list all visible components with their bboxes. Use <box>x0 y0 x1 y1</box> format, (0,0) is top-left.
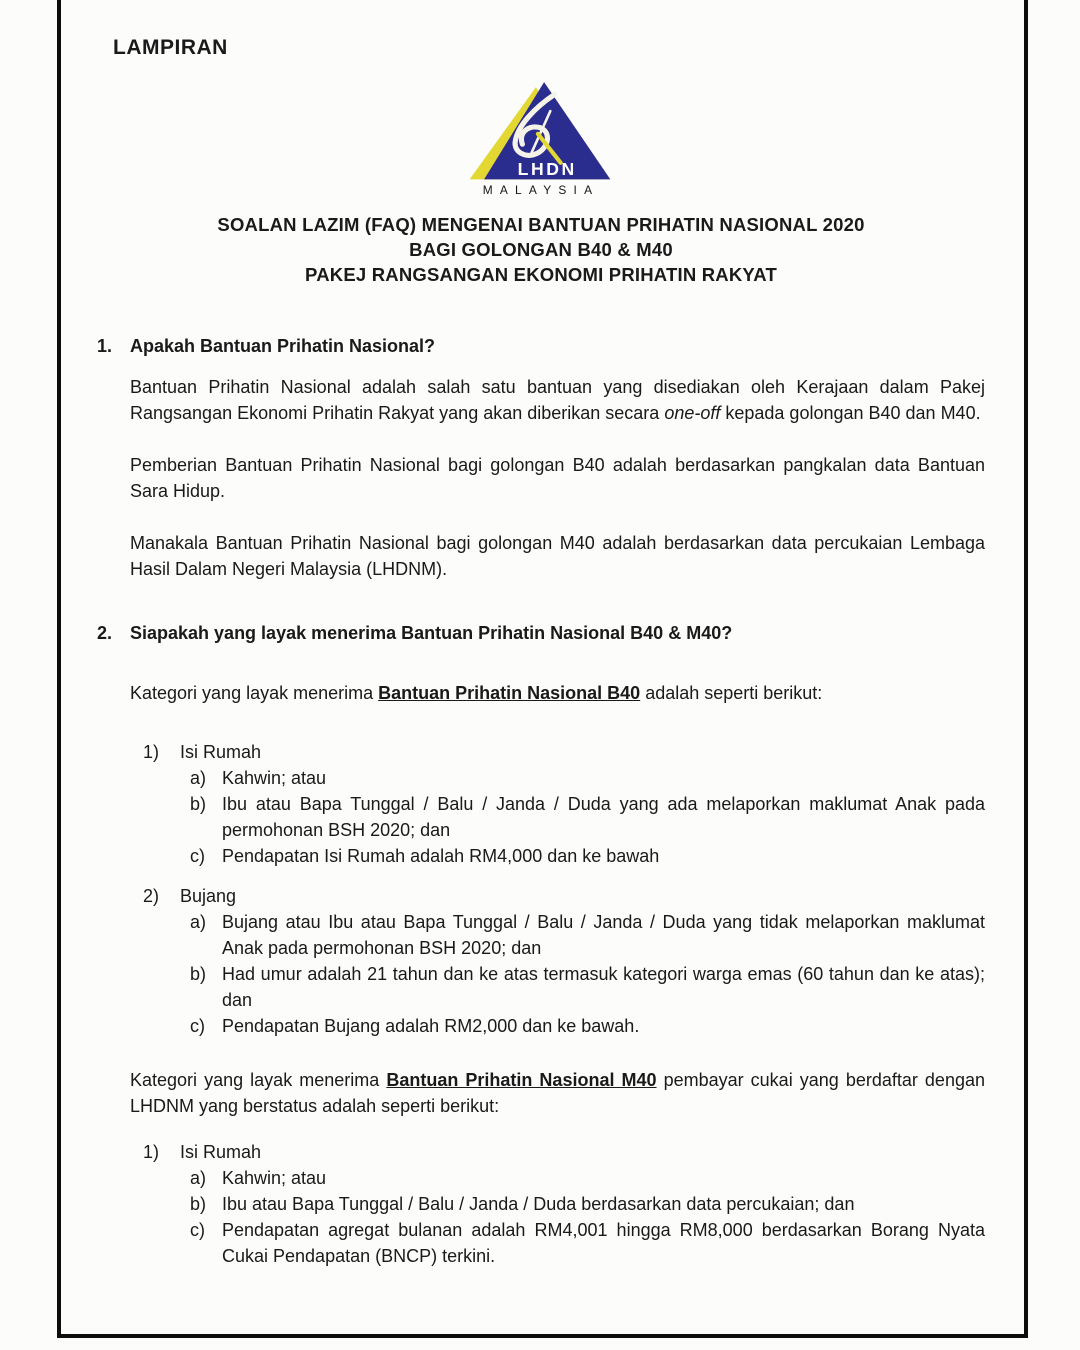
m40-intro-emphasis: Bantuan Prihatin Nasional M40 <box>386 1070 657 1090</box>
item-text: Pendapatan Bujang adalah RM2,000 dan ke bawah. <box>222 1016 640 1036</box>
b40-group-bujang <box>143 883 985 1039</box>
item-letter: c) <box>190 1016 205 1036</box>
answer-1-p1-tail: kepada golongan B40 dan M40. <box>720 403 981 423</box>
question-1-text: Apakah Bantuan Prihatin Nasional? <box>130 336 436 356</box>
group-number: 1) <box>143 1142 160 1162</box>
item-letter: b) <box>190 1194 207 1214</box>
list-item <box>190 961 985 1013</box>
logo-lhdn-text: LHDN <box>517 159 577 180</box>
item-text: Ibu atau Bapa Tunggal / Balu / Janda / Duda berdasarkan data percukaian; dan <box>222 1194 855 1214</box>
answer-1-paragraph-2: Pemberian Bantuan Prihatin Nasional bagi golongan B40 adalah berdasarkan pangkalan data Bantuan Sara Hidup. <box>130 455 985 501</box>
item-letter: c) <box>190 846 205 866</box>
logo-country-text: MALAYSIA <box>482 182 600 197</box>
answer-1-p1-italic-term: one-off <box>664 403 721 423</box>
item-text: Kahwin; atau <box>222 768 327 788</box>
group-items <box>190 909 985 1039</box>
item-letter: b) <box>190 964 207 984</box>
group-number: 2) <box>143 886 160 906</box>
group-items <box>190 1165 985 1269</box>
question-1-number: 1. <box>97 336 113 356</box>
list-item <box>190 909 985 961</box>
item-text: Pendapatan agregat bulanan adalah RM4,001 hingga RM8,000 berdasarkan Borang Nyata Cukai Pendapatan (BNCP) terkini. <box>222 1220 985 1266</box>
title-line-2: BAGI GOLONGAN B40 & M40 <box>409 239 673 260</box>
group-title: Isi Rumah <box>180 1142 262 1162</box>
b40-intro-lead: Kategori yang layak menerima <box>130 683 379 703</box>
group-heading <box>143 883 985 909</box>
list-item <box>190 791 985 843</box>
lhdn-logo <box>97 80 985 198</box>
b40-intro-emphasis: Bantuan Prihatin Nasional B40 <box>378 683 641 703</box>
answer-1-p1-lead: Bantuan Prihatin Nasional adalah salah satu bantuan yang disediakan oleh Kerajaan dalam Pakej Rangsangan Ekonomi Prihatin Rakyat yang akan diberikan secara <box>130 377 985 423</box>
title-line-3: PAKEJ RANGSANGAN EKONOMI PRIHATIN RAKYAT <box>305 264 777 285</box>
list-item <box>190 1013 985 1039</box>
group-number: 1) <box>143 742 160 762</box>
question-2-number: 2. <box>97 623 113 643</box>
item-text: Ibu atau Bapa Tunggal / Balu / Janda / Duda yang ada melaporkan maklumat Anak pada permohonan BSH 2020; dan <box>222 794 985 840</box>
list-item <box>190 1191 985 1217</box>
corner-label: LAMPIRAN <box>113 36 228 59</box>
group-title: Bujang <box>180 886 237 906</box>
b40-intro-tail: adalah seperti berikut: <box>640 683 823 703</box>
item-letter: a) <box>190 768 207 788</box>
list-item <box>190 765 985 791</box>
item-text: Had umur adalah 21 tahun dan ke atas termasuk kategori warga emas (60 tahun dan ke atas); dan <box>222 964 985 1010</box>
list-item <box>190 1165 985 1191</box>
m40-group-isi-rumah <box>143 1139 985 1269</box>
b40-group-isi-rumah <box>143 739 985 869</box>
item-letter: a) <box>190 912 207 932</box>
question-1-heading <box>97 333 985 359</box>
item-text: Pendapatan Isi Rumah adalah RM4,000 dan ke bawah <box>222 846 660 866</box>
list-item <box>190 843 985 869</box>
group-title: Isi Rumah <box>180 742 262 762</box>
group-heading <box>143 1139 985 1165</box>
group-items <box>190 765 985 869</box>
item-letter: a) <box>190 1168 207 1188</box>
b40-category-intro <box>130 680 985 706</box>
list-item <box>190 1217 985 1269</box>
item-letter: c) <box>190 1220 205 1240</box>
question-2-text: Siapakah yang layak menerima Bantuan Prihatin Nasional B40 & M40? <box>130 623 733 643</box>
title-line-1: SOALAN LAZIM (FAQ) MENGENAI BANTUAN PRIHATIN NASIONAL 2020 <box>217 214 865 235</box>
answer-1-paragraph-1 <box>130 374 985 426</box>
item-letter: b) <box>190 794 207 814</box>
page-content <box>97 0 985 1269</box>
m40-category-intro <box>130 1067 985 1119</box>
document-title <box>97 212 985 287</box>
m40-intro-tail: pembayar cukai yang berdaftar dengan LHDNM yang berstatus adalah seperti berikut: <box>130 1070 985 1116</box>
item-text: Bujang atau Ibu atau Bapa Tunggal / Balu / Janda / Duda yang tidak melaporkan maklumat Anak pada permohonan BSH 2020; dan <box>222 912 985 958</box>
answer-1-paragraph-3: Manakala Bantuan Prihatin Nasional bagi golongan M40 adalah berdasarkan data percukaian Lembaga Hasil Dalam Negeri Malaysia (LHDNM). <box>130 533 985 579</box>
m40-intro-lead: Kategori yang layak menerima <box>130 1070 387 1090</box>
lhdn-logo-icon <box>462 80 620 198</box>
item-text: Kahwin; atau <box>222 1168 327 1188</box>
group-heading <box>143 739 985 765</box>
question-2-heading <box>97 620 985 646</box>
